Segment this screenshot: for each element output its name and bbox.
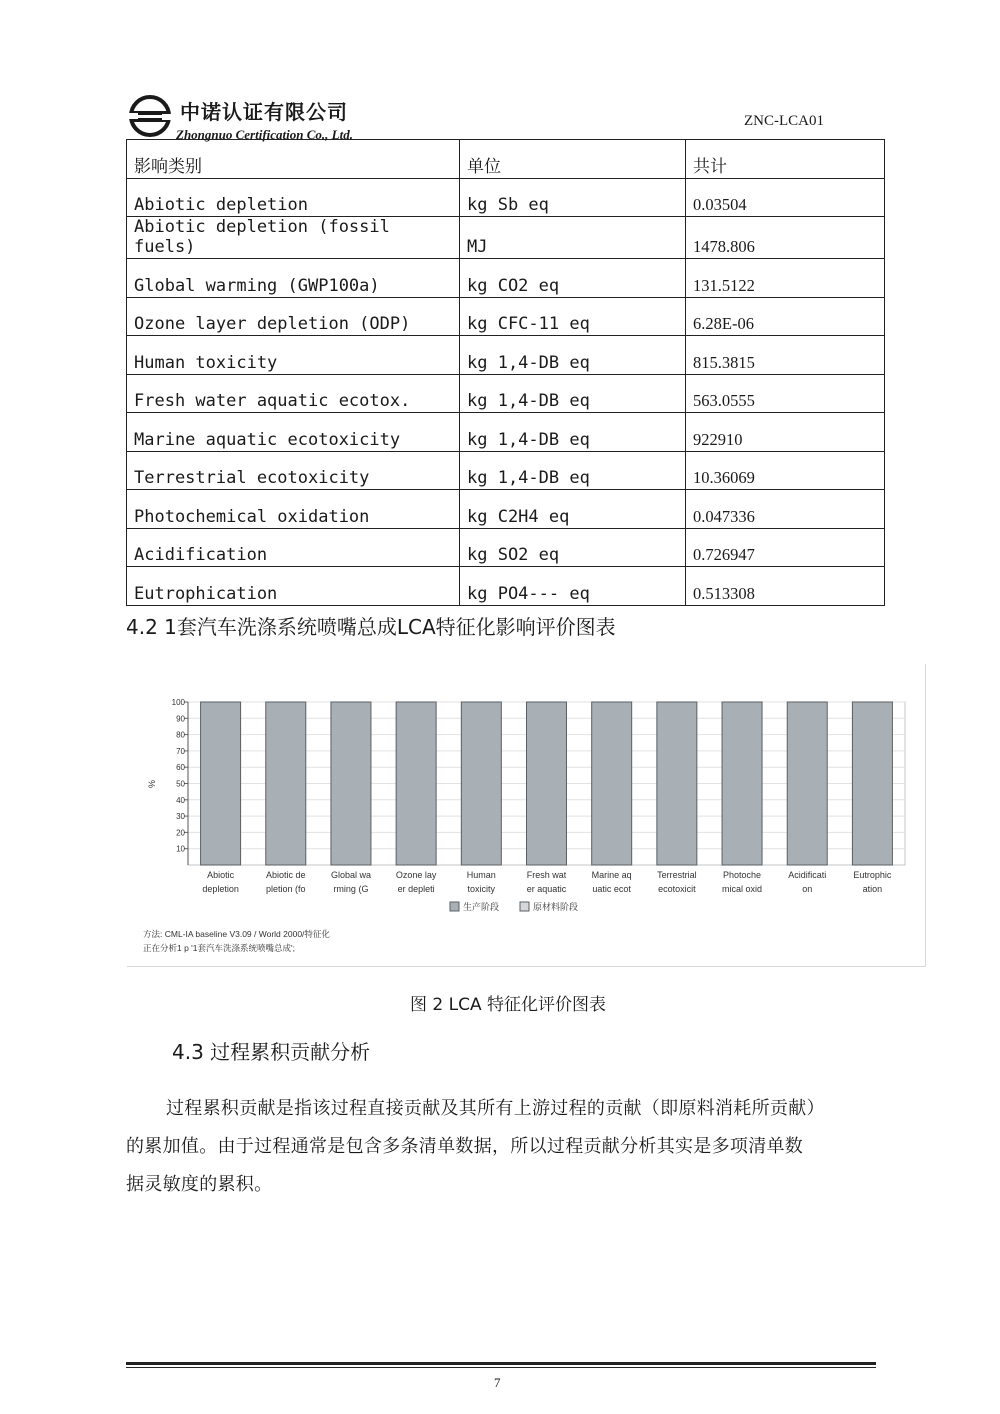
table-cell: 922910	[686, 413, 885, 452]
x-tick-label: mical oxid	[722, 884, 763, 894]
table-cell: 563.0555	[686, 374, 885, 413]
bar-production-stage	[657, 702, 697, 865]
table-cell: kg Sb eq	[460, 178, 686, 217]
bar-production-stage	[527, 702, 567, 865]
table-header-cell: 共计	[686, 140, 885, 179]
y-tick-label: 20	[176, 828, 185, 838]
section-heading-4-3: 4.3 过程累积贡献分析	[172, 1040, 371, 1064]
x-tick-label: depletion	[202, 884, 239, 894]
y-tick-label: 80	[176, 730, 185, 740]
x-tick-label: Abiotic	[207, 870, 235, 880]
table-cell: kg SO2 eq	[460, 528, 686, 567]
table-row	[127, 178, 885, 217]
footer-rule	[126, 1362, 876, 1365]
x-tick-label: ation	[862, 884, 883, 894]
table-cell: MJ	[460, 217, 686, 259]
table-cell: 0.03504	[686, 178, 885, 217]
table-row	[127, 567, 885, 606]
bar-production-stage	[266, 702, 306, 865]
table-cell: kg PO4--- eq	[460, 567, 686, 606]
y-tick-label: 30	[176, 812, 185, 822]
y-tick-label: 70	[176, 746, 185, 756]
table-cell: 0.513308	[686, 567, 885, 606]
table-row	[127, 528, 885, 567]
x-tick-label: Fresh wat	[526, 870, 567, 880]
table-cell: Marine aquatic ecotoxicity	[127, 413, 460, 452]
bar-production-stage	[852, 702, 892, 865]
table-cell: kg C2H4 eq	[460, 490, 686, 529]
x-tick-label: Eutrophic	[853, 870, 892, 880]
table-cell: 0.726947	[686, 528, 885, 567]
y-tick-label: 60	[176, 763, 185, 773]
table-cell: 1478.806	[686, 217, 885, 259]
paragraph-line: 据灵敏度的累积。	[126, 1174, 273, 1195]
bar-production-stage	[461, 702, 501, 865]
table-cell: 0.047336	[686, 490, 885, 529]
legend-label: 原材料阶段	[533, 902, 579, 912]
analysis-note: 正在分析1 p '1套汽车洗涤系统喷嘴总成';	[143, 943, 296, 953]
table-row	[127, 297, 885, 336]
table-cell: kg 1,4-DB eq	[460, 374, 686, 413]
table-header-cell: 单位	[460, 140, 686, 179]
table-row	[127, 413, 885, 452]
x-tick-label: pletion (fo	[266, 884, 306, 894]
table-row	[127, 217, 885, 259]
x-tick-label: rming (G	[333, 884, 369, 894]
x-tick-label: Marine aq	[591, 870, 632, 880]
x-tick-label: Abiotic de	[266, 870, 306, 880]
table-row	[127, 259, 885, 298]
company-logo-icon	[128, 94, 172, 138]
section-heading-4-2: 4.2 1套汽车洗涤系统喷嘴总成LCA特征化影响评价图表	[126, 615, 616, 639]
method-note: 方法: CML-IA baseline V3.09 / World 2000/特征化	[143, 929, 330, 939]
chart-canvas	[127, 664, 925, 966]
table-cell: Fresh water aquatic ecotox.	[127, 374, 460, 413]
page-number: 7	[494, 1375, 501, 1390]
table-cell: Ozone layer depletion (ODP)	[127, 297, 460, 336]
impact-category-table	[126, 139, 885, 606]
figure-caption: 图 2 LCA 特征化评价图表	[410, 995, 606, 1015]
x-tick-label: er aquatic	[526, 884, 567, 894]
table-cell: Human toxicity	[127, 336, 460, 375]
table-cell: Photochemical oxidation	[127, 490, 460, 529]
company-name-cn: 中诺认证有限公司	[180, 100, 348, 124]
table-row	[127, 336, 885, 375]
bar-production-stage	[722, 702, 762, 865]
paragraph-line: 过程累积贡献是指该过程直接贡献及其所有上游过程的贡献（即原料消耗所贡献）	[166, 1098, 825, 1119]
x-tick-label: Ozone lay	[395, 870, 437, 880]
legend-swatch	[450, 902, 459, 911]
x-tick-label: er depleti	[397, 884, 435, 894]
company-name-en: Zhongnuo Certification Co., Ltd.	[176, 127, 353, 142]
paragraph-line: 的累加值。由于过程通常是包含多条清单数据，所以过程贡献分析其实是多项清单数	[126, 1136, 804, 1157]
y-tick-label: 100	[171, 698, 185, 707]
table-cell: kg 1,4-DB eq	[460, 413, 686, 452]
bar-production-stage	[787, 702, 827, 865]
bar-production-stage	[396, 702, 436, 865]
table-cell: kg CFC-11 eq	[460, 297, 686, 336]
y-tick-label: 40	[176, 795, 185, 805]
y-tick-label: 90	[176, 714, 185, 724]
table-row	[127, 451, 885, 490]
table-cell: Terrestrial ecotoxicity	[127, 451, 460, 490]
table-cell: kg 1,4-DB eq	[460, 451, 686, 490]
table-cell: 10.36069	[686, 451, 885, 490]
table-cell: kg CO2 eq	[460, 259, 686, 298]
x-tick-label: uatic ecot	[592, 884, 631, 894]
x-tick-label: Acidificati	[788, 870, 827, 880]
footer-rule-thin	[126, 1367, 876, 1368]
legend-label: 生产阶段	[463, 902, 500, 912]
bar-production-stage	[331, 702, 371, 865]
bar-production-stage	[201, 702, 241, 865]
x-tick-label: Photoche	[723, 870, 762, 880]
y-axis-label: %	[147, 779, 157, 789]
x-tick-label: toxicity	[467, 884, 496, 894]
table-cell: Abiotic depletion (fossil fuels)	[127, 217, 460, 259]
x-tick-label: on	[802, 884, 813, 894]
table-cell: Acidification	[127, 528, 460, 567]
table-row	[127, 374, 885, 413]
x-tick-label: ecotoxicit	[658, 884, 696, 894]
lca-characterization-chart	[127, 664, 926, 967]
table-header-row	[127, 140, 885, 179]
table-cell: Global warming (GWP100a)	[127, 259, 460, 298]
table-row	[127, 490, 885, 529]
legend-swatch	[520, 902, 529, 911]
table-header-cell: 影响类别	[127, 140, 460, 179]
x-tick-label: Terrestrial	[657, 870, 697, 880]
body-paragraph	[126, 1090, 886, 1204]
table-cell: Eutrophication	[127, 567, 460, 606]
x-tick-label: Human	[466, 870, 496, 880]
y-tick-label: 10	[176, 844, 185, 854]
document-code: ZNC-LCA01	[744, 113, 824, 129]
table-cell: 131.5122	[686, 259, 885, 298]
table-cell: 6.28E-06	[686, 297, 885, 336]
bar-production-stage	[592, 702, 632, 865]
table-cell: kg 1,4-DB eq	[460, 336, 686, 375]
table-cell: Abiotic depletion	[127, 178, 460, 217]
y-tick-label: 50	[176, 779, 185, 789]
table-cell: 815.3815	[686, 336, 885, 375]
x-tick-label: Global wa	[330, 870, 371, 880]
